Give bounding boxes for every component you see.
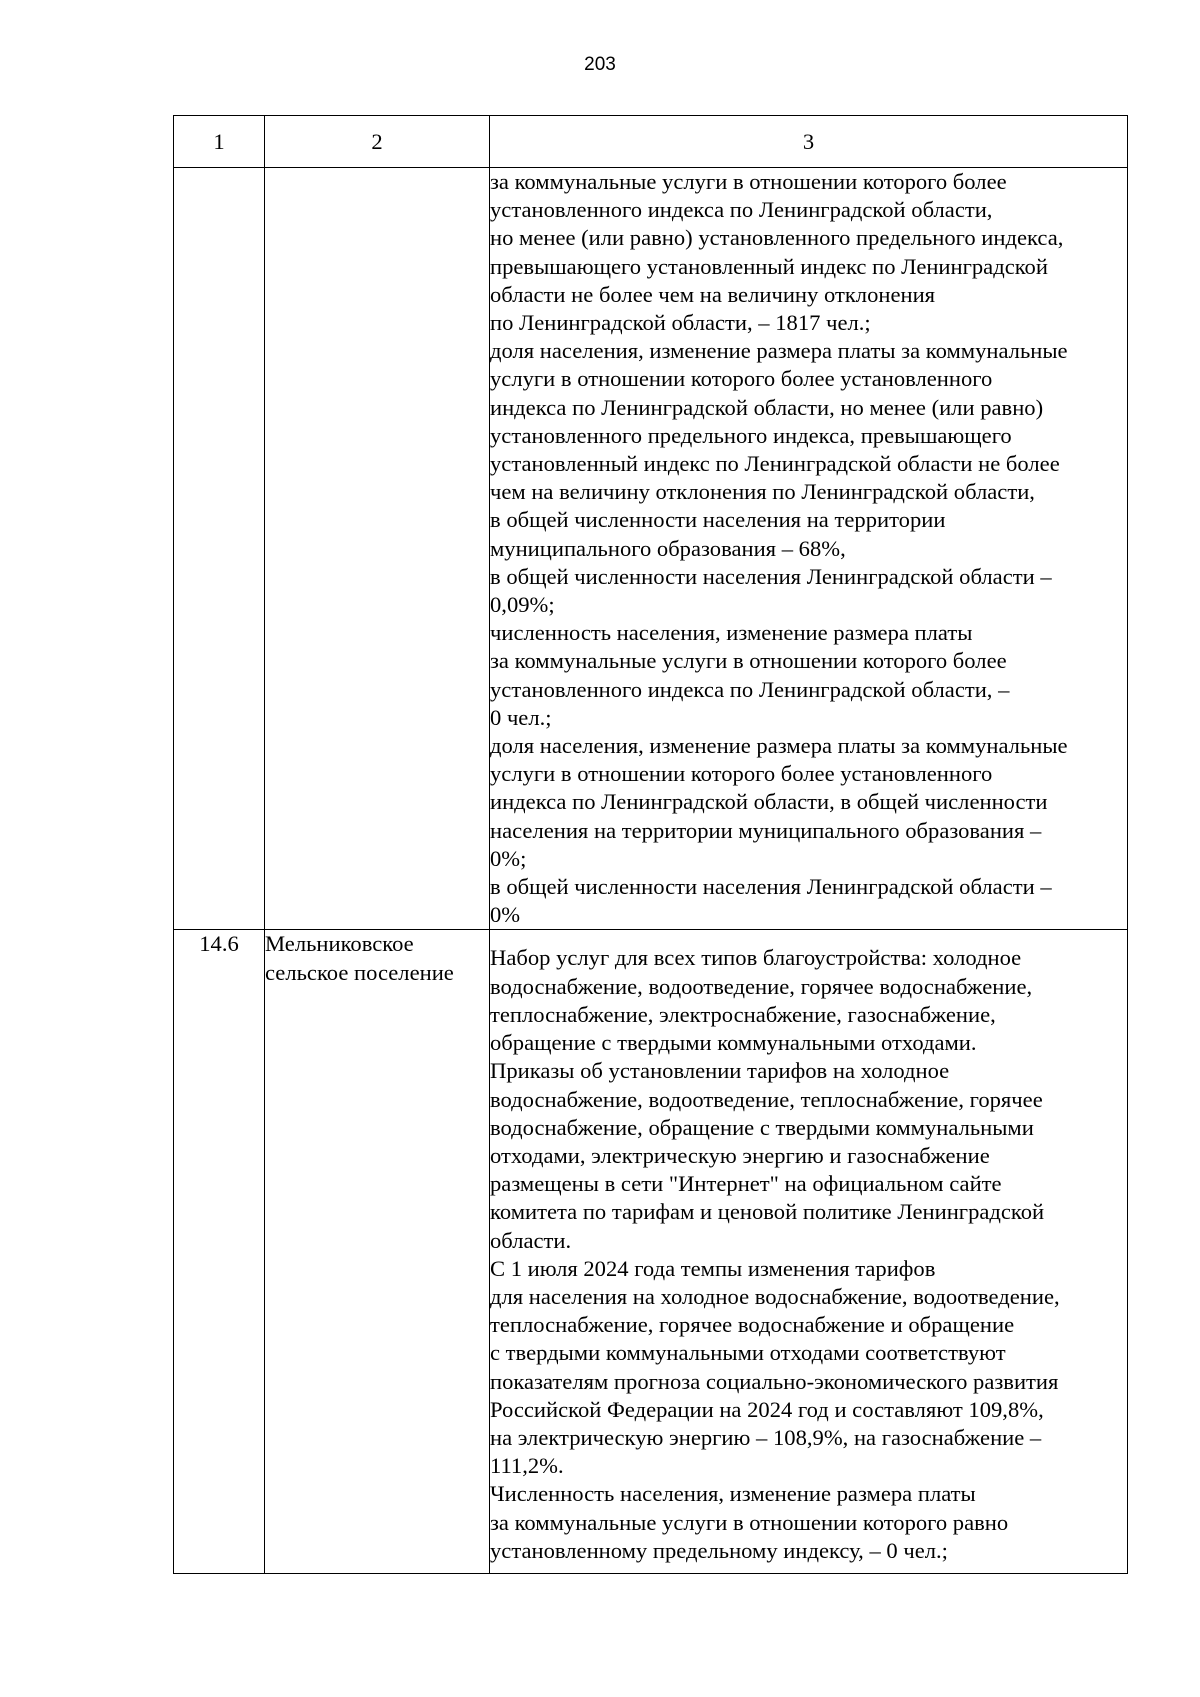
text-line: установленного индекса по Ленинградской области, – [490, 676, 1010, 702]
text-line: теплоснабжение, электроснабжение, газоснабжение, [490, 1001, 996, 1027]
header-col-3: 3 [490, 116, 1128, 168]
text-line: 0 чел.; [490, 704, 552, 730]
table-row [174, 930, 1128, 1573]
text-line: индекса по Ленинградской области, в общей численности [490, 789, 1048, 815]
text-line: области. [490, 1227, 572, 1253]
text-line: с твердыми коммунальными отходами соответствуют [490, 1340, 1006, 1366]
text-line: показателям прогноза социально-экономического развития [490, 1368, 1059, 1394]
text-line: превышающего установленный индекс по Ленинградской [490, 253, 1048, 279]
table-header-row [174, 116, 1128, 168]
table-row [174, 168, 1128, 930]
text-line: установленного индекса по Ленинградской области, [490, 197, 993, 223]
text-line: на электрическую энергию – 108,9%, на газоснабжение – [490, 1424, 1042, 1450]
text-line: для населения на холодное водоснабжение, водоотведение, [490, 1283, 1060, 1309]
text-line: С 1 июля 2024 года темпы изменения тарифов [490, 1255, 936, 1281]
row-number: 14.6 [174, 930, 265, 1573]
text-line: но менее (или равно) установленного предельного индекса, [490, 225, 1064, 251]
text-line: в общей численности населения Ленинградской области – [490, 874, 1052, 900]
text-line: установленному предельному индексу, – 0 чел.; [490, 1537, 948, 1563]
text-line: за коммунальные услуги в отношении которого равно [490, 1509, 1009, 1535]
text-line: по Ленинградской области, – 1817 чел.; [490, 310, 871, 336]
text-line: водоснабжение, водоотведение, горячее водоснабжение, [490, 973, 1033, 999]
row-description [490, 168, 1128, 930]
text-line: Мельниковское [265, 931, 414, 957]
text-line: обращение с твердыми коммунальными отходами. [490, 1030, 977, 1056]
text-line: услуги в отношении которого более установленного [490, 366, 993, 392]
text-line: водоснабжение, водоотведение, теплоснабжение, горячее [490, 1086, 1043, 1112]
text-line: численность населения, изменение размера платы [490, 620, 973, 646]
text-line: комитета по тарифам и ценовой политике Ленинградской [490, 1199, 1045, 1225]
text-line: 0%; [490, 845, 527, 871]
text-line: в общей численности населения на территории [490, 507, 946, 533]
row-number [174, 168, 265, 930]
text-line: Набор услуг для всех типов благоустройства: холодное [490, 945, 1022, 971]
text-line: за коммунальные услуги в отношении которого более [490, 169, 1007, 194]
text-line: теплоснабжение, горячее водоснабжение и обращение [490, 1312, 1015, 1338]
text-line: сельское поселение [265, 959, 454, 985]
page-number: 203 [584, 54, 616, 75]
text-line: Российской Федерации на 2024 год и составляют 109,8%, [490, 1396, 1044, 1422]
text-line: водоснабжение, обращение с твердыми коммунальными [490, 1114, 1034, 1140]
text-line: установленный индекс по Ленинградской области не более [490, 451, 1060, 477]
text-line: чем на величину отклонения по Ленинградской области, [490, 479, 1035, 505]
row-description [490, 930, 1128, 1573]
text-line: размещены в сети "Интернет" на официальном сайте [490, 1171, 1002, 1197]
text-line: индекса по Ленинградской области, но менее (или равно) [490, 394, 1044, 420]
text-line: доля населения, изменение размера платы за коммунальные [490, 338, 1068, 364]
text-line: Приказы об установлении тарифов на холодное [490, 1058, 950, 1084]
text-line: за коммунальные услуги в отношении которого более [490, 648, 1007, 674]
text-line: услуги в отношении которого более установленного [490, 761, 993, 787]
tariff-table [173, 115, 1128, 1574]
header-col-2: 2 [265, 116, 490, 168]
text-line: области не более чем на величину отклонения [490, 281, 936, 307]
text-line: муниципального образования – 68%, [490, 535, 846, 561]
text-line: доля населения, изменение размера платы за коммунальные [490, 733, 1068, 759]
text-line: установленного предельного индекса, превышающего [490, 422, 1012, 448]
text-line: 111,2%. [490, 1453, 564, 1479]
text-line: 0% [490, 902, 521, 928]
header-col-1: 1 [174, 116, 265, 168]
text-line: в общей численности населения Ленинградской области – [490, 563, 1052, 589]
municipality-name [265, 168, 490, 930]
text-line: Численность населения, изменение размера платы [490, 1481, 976, 1507]
text-line: отходами, электрическую энергию и газоснабжение [490, 1142, 990, 1168]
municipality-name [265, 930, 490, 1573]
text-line: населения на территории муниципального образования – [490, 817, 1042, 843]
text-line: 0,09%; [490, 592, 555, 618]
